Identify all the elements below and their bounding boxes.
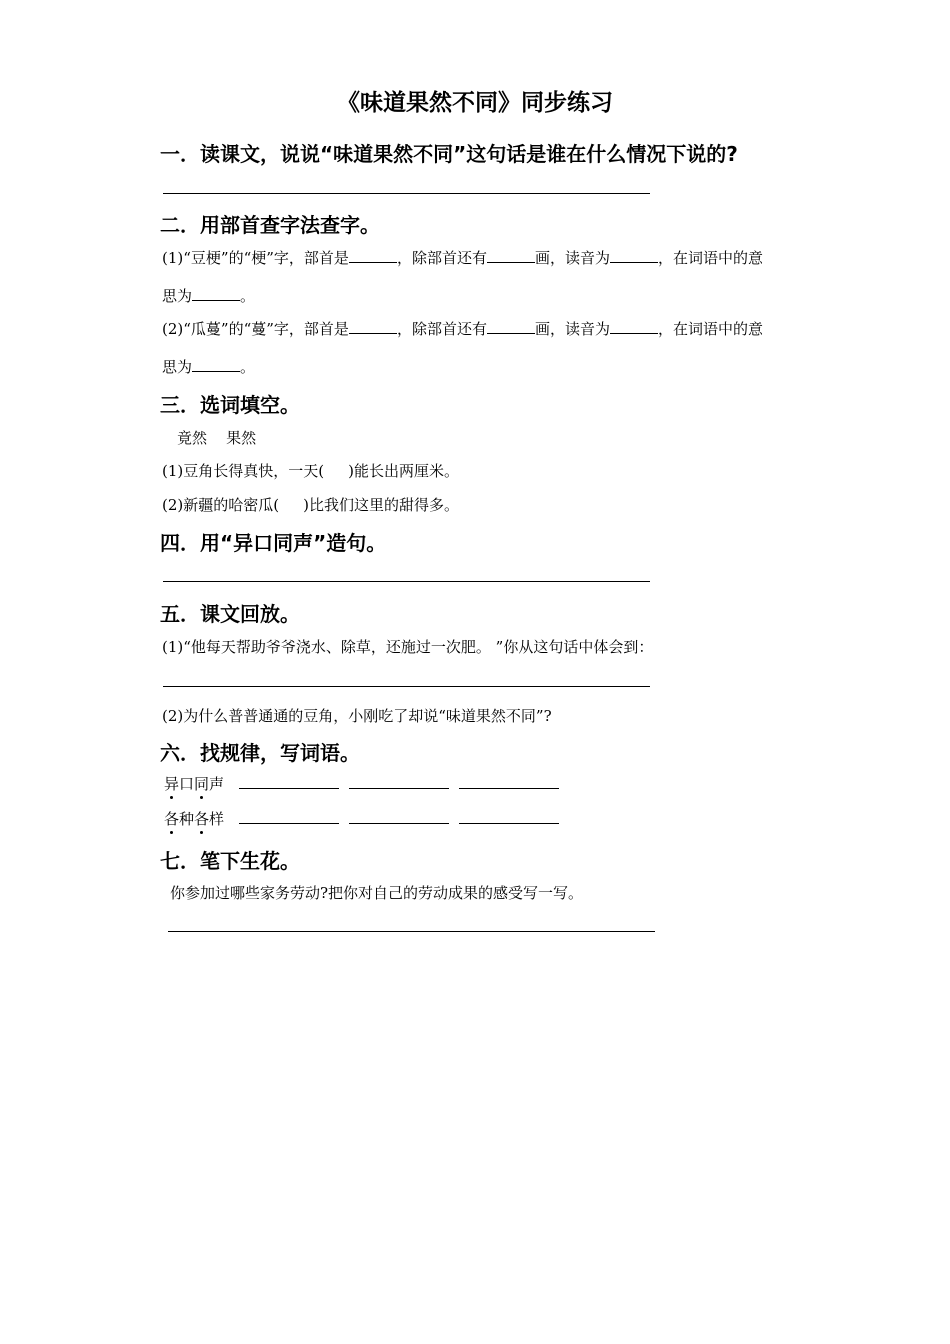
q2-item1-radical-blank[interactable] <box>349 250 397 263</box>
q2-item2-meaning-blank[interactable] <box>192 359 240 372</box>
q3-item1: (1)豆角长得真快，一天( )能长出两厘米。 <box>162 462 459 480</box>
q2-item1-meaning-blank[interactable] <box>192 288 240 301</box>
q2-item2-line1: (2)“瓜蔓”的“蔓”字，部首是 ，除部首还有 画，读音为 ，在词语中的意 <box>162 320 763 338</box>
q6-row1-char1: 异 <box>164 775 180 793</box>
q5-item2: (2)为什么普普通通的豆角，小刚吃了却说“味道果然不同”? <box>162 707 552 725</box>
q6-row2 <box>164 808 569 829</box>
q6-row2-blank3[interactable] <box>459 811 559 824</box>
q6-row2-char3: 各 <box>194 810 210 828</box>
q6-row1-blank2[interactable] <box>349 776 449 789</box>
q6-row1-blank1[interactable] <box>239 776 339 789</box>
q2-item1-line2: 思为 。 <box>162 287 256 305</box>
q2-heading: 二．用部首查字法查字。 <box>160 213 380 237</box>
q5-item1-answer-line[interactable] <box>163 686 650 687</box>
q6-row2-char2: 种 <box>179 810 195 828</box>
q3-item2: (2)新疆的哈密瓜( )比我们这里的甜得多。 <box>162 496 459 514</box>
q4-answer-line[interactable] <box>163 581 650 582</box>
q6-row1-char4: 声 <box>209 775 225 793</box>
q6-row2-char1: 各 <box>164 810 180 828</box>
q2-item2-radical-blank[interactable] <box>349 321 397 334</box>
q7-heading: 七．笔下生花。 <box>160 849 300 873</box>
q6-row2-blank1[interactable] <box>239 811 339 824</box>
q6-heading: 六．找规律，写词语。 <box>160 741 360 765</box>
q1-answer-line[interactable] <box>163 193 650 194</box>
q4-heading: 四．用“异口同声”造句。 <box>160 531 387 555</box>
q5-item1: (1)“他每天帮助爷爷浇水、除草，还施过一次肥。 ”你从这句话中体会到： <box>162 638 654 656</box>
q6-row2-blank2[interactable] <box>349 811 449 824</box>
q2-item2-pinyin-blank[interactable] <box>610 321 658 334</box>
q2-item2-strokes-blank[interactable] <box>487 321 535 334</box>
q2-item1-strokes-blank[interactable] <box>487 250 535 263</box>
q3-heading: 三．选词填空。 <box>160 393 300 417</box>
q6-row1-blank3[interactable] <box>459 776 559 789</box>
q5-heading: 五．课文回放。 <box>160 602 300 626</box>
q6-row1-char3: 同 <box>194 775 210 793</box>
q7-answer-line[interactable] <box>168 931 655 932</box>
q2-item2-line2: 思为 。 <box>162 358 256 376</box>
q2-item1-pinyin-blank[interactable] <box>610 250 658 263</box>
page-title: 《味道果然不同》同步练习 <box>337 90 613 116</box>
q6-row2-char4: 样 <box>209 810 225 828</box>
q6-row1 <box>164 773 569 794</box>
q2-item1-line1: (1)“豆梗”的“梗”字，部首是 ，除部首还有 画，读音为 ，在词语中的意 <box>162 249 763 267</box>
q7-prompt: 你参加过哪些家务劳动?把你对自己的劳动成果的感受写一写。 <box>170 884 584 902</box>
q3-word-options: 竟然 果然 <box>177 429 257 447</box>
q6-row1-char2: 口 <box>179 775 195 793</box>
q1-heading: 一．读课文，说说“味道果然不同”这句话是谁在什么情况下说的? <box>160 142 738 166</box>
